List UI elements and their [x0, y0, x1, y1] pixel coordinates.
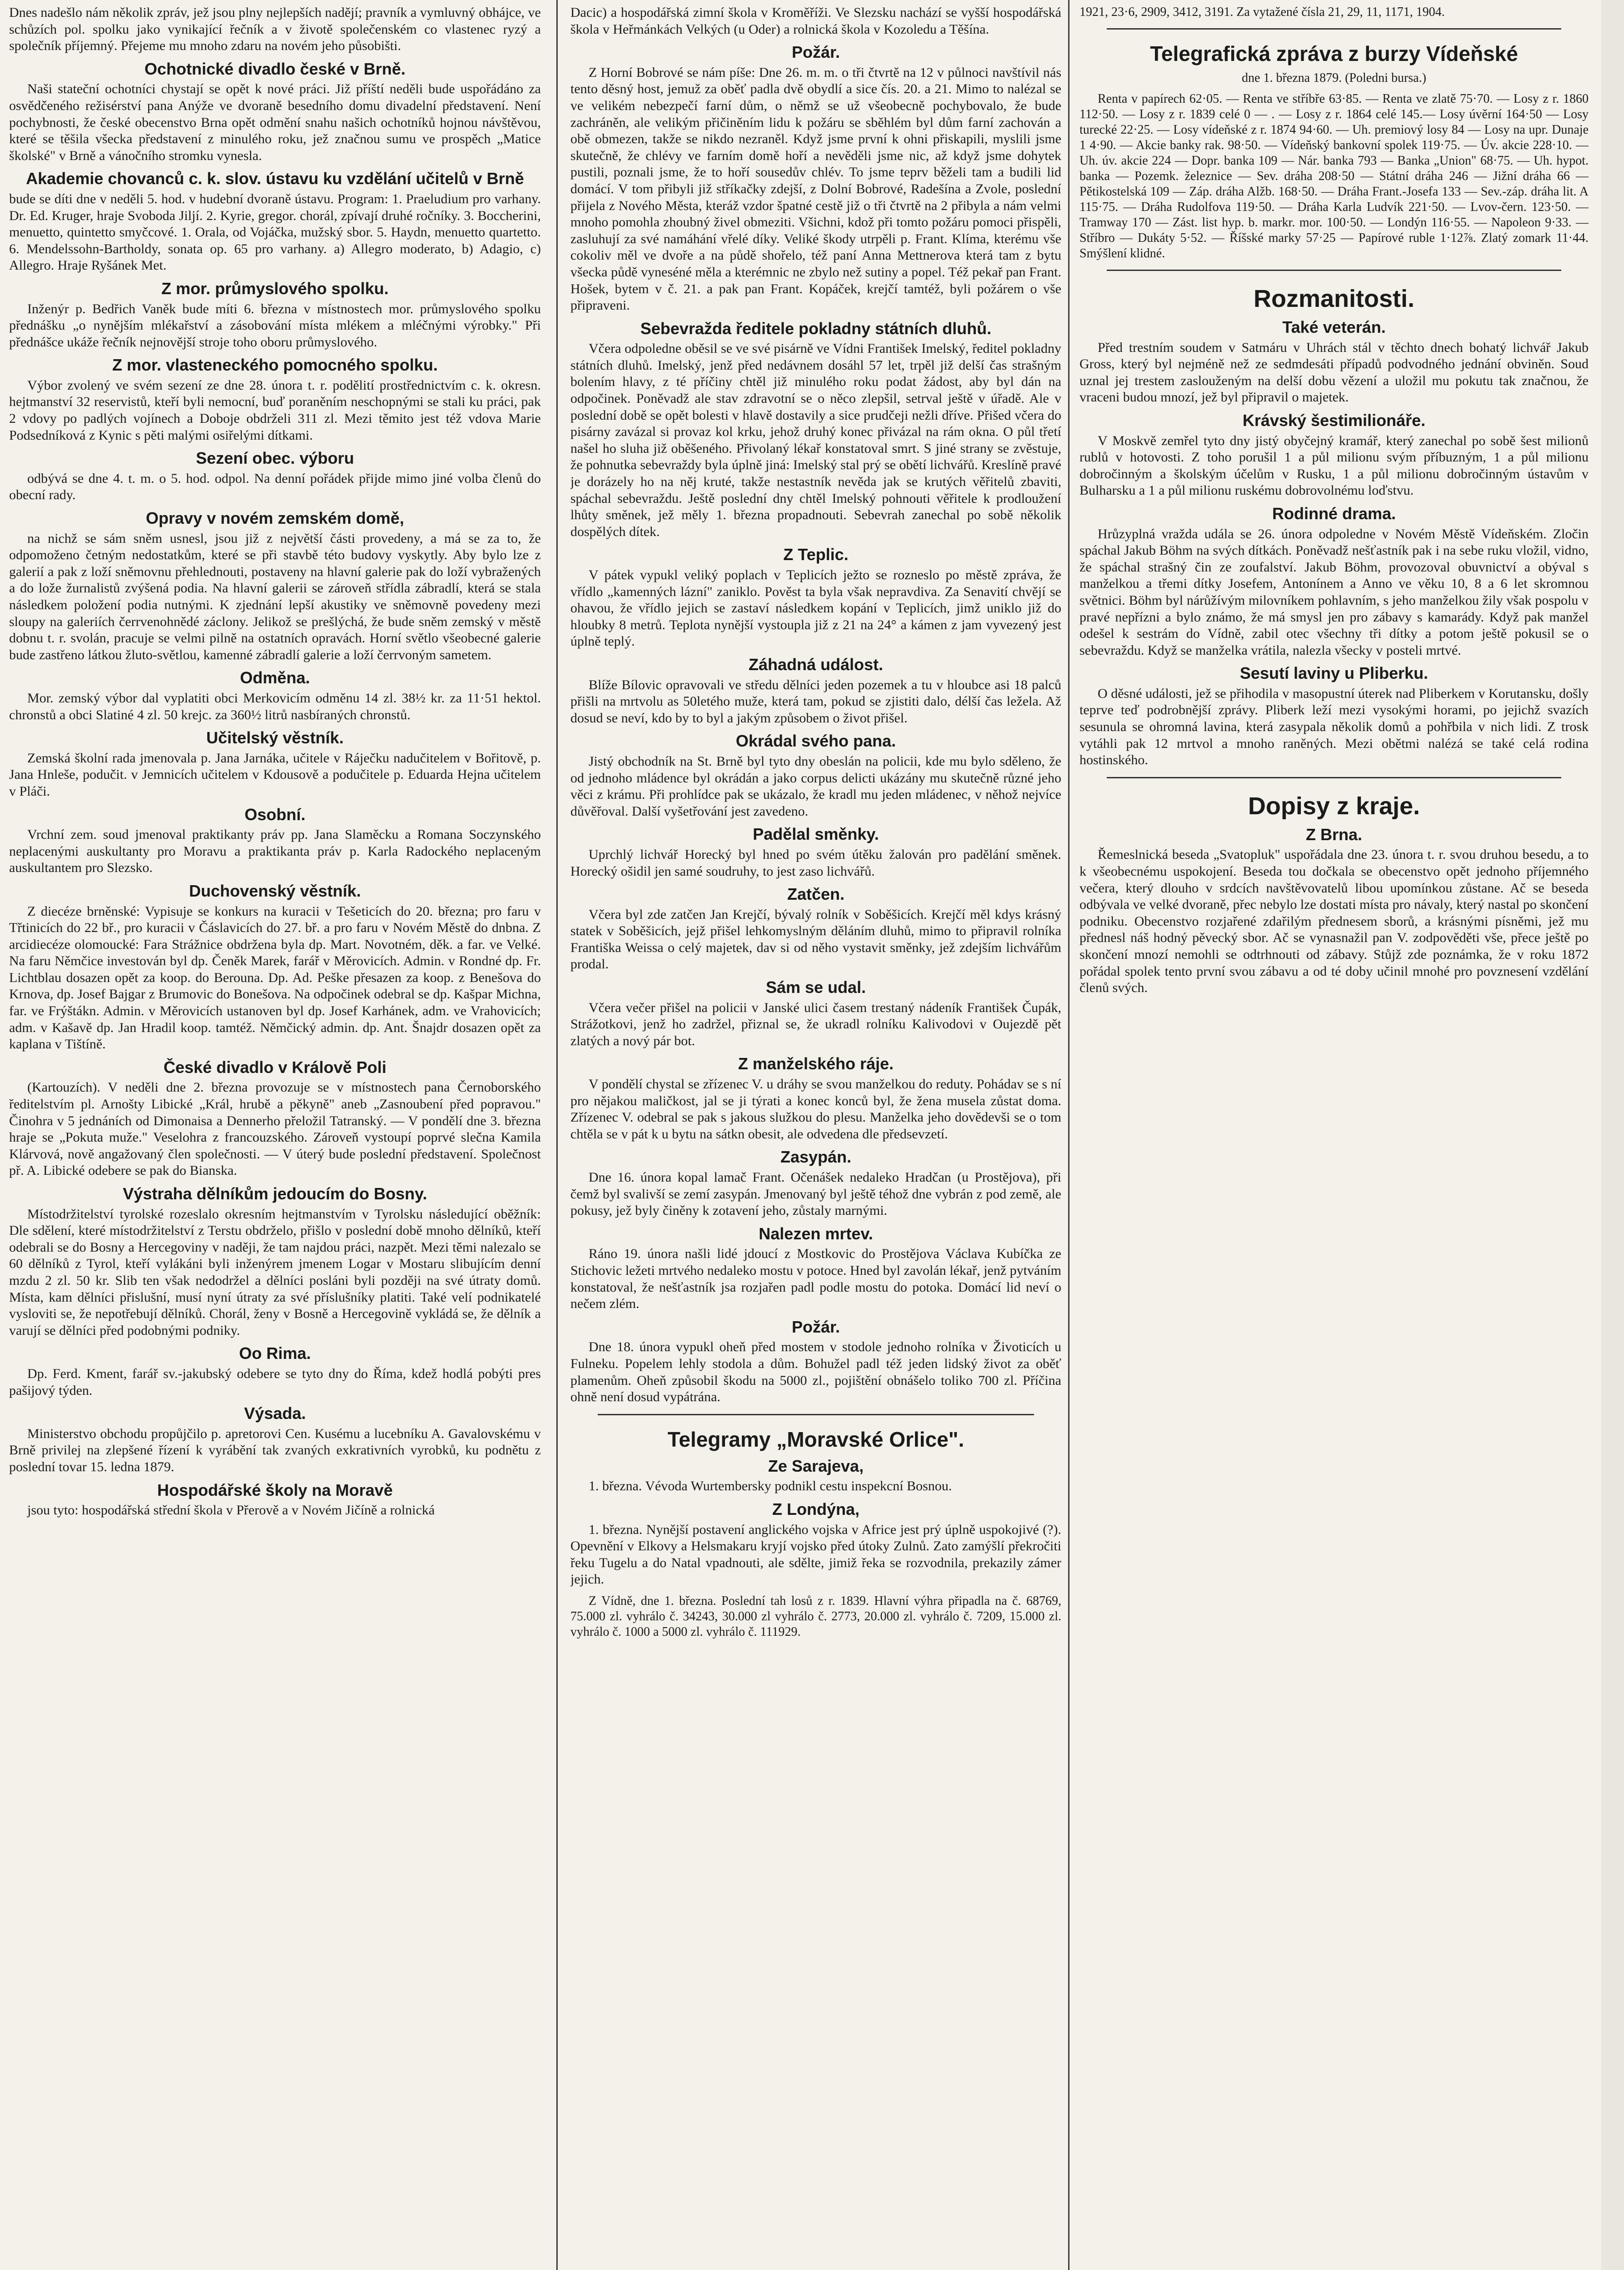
- article-text: Hrůzyplná vražda udála se 26. února odpoledne v Novém Městě Vídeňském. Zločin spáchal Jakub Böhm na svých dítkách. Poněvadž nešťastník pak i na sebe ruku vložil, vidno, že spáchal strašný čin ze zoufalství. Jakub Böhm, provozoval obuvnictví a obýval s manželkou a třemi dítky Josefem, Antonínem a Anno ve věku 10, 8 a 6 let skromnou světnici. Böhm byl nárůžívým milovníkem pohlavním, s jeho manželkou žily však pospolu v pravé nepřízni a bylo známo, že má smysl jen pro zábavy s kamarády. Když pak manžel odešel k sestrám do Vídně, zabil otec všechny tři dítky a potom ještě pokusil se o sebevraždu. Když se manželka vrátila, nalezla všecky v posteli mrtvé.: [1079, 526, 1589, 658]
- article-text: Naši stateční ochotníci chystají se opět k nové práci. Již příští neděli bude uspořádáno za osvědčeného režisérství pana Anýže ve dvoraně besedního domu divadelní představení. Není pochybnosti, že české obecenstvo Brna opět odmění snahu našich ochotníků hojnou návštěvou, které se těšila všecka představení z minulého roku, jež značnou sumu ve prospěch „Matice školské" v Brně a vánočního stromku vynesla.: [9, 81, 541, 163]
- section-divider: [598, 1414, 1034, 1415]
- article-heading: Z Teplic.: [783, 545, 849, 564]
- article-text: Vrchní zem. soud jmenoval praktikanty práv pp. Jana Slaměcku a Romana Soczynského neplacenými auskultanty pro Moravu a praktikanta práv p. Karla Radockého neplaceným auskultantem pro Slezsko.: [9, 827, 541, 876]
- article-heading: Ze Sarajeva,: [768, 1456, 864, 1475]
- article-heading: Výsada.: [244, 1404, 306, 1423]
- article-heading: Sám se udal.: [765, 978, 866, 997]
- article-heading: Odměna.: [240, 668, 310, 687]
- article-text: Z Horní Bobrové se nám píše: Dne 26. m. m. o tři čtvrtě na 12 v půlnoci navštívil nás tento děsný host, jemuž za oběť padla dvě obydlí a sice čís. 20. a 21. Mimo to nalézal se ve velikém nebezpečí farní dům, o němž se už všeobecně pochybovalo, že bude zachráněn, ale velikým přičiněním lidu k požáru se sběhlém byl dům farní zachován a obě obmezen, takže se nikdo nezraněl. Když jsme první k ohni přiskapili, myslili jsme skutečně, že chlévy ve farním domě hoří a nevěděli jsme nic, až když jsme dohytek pustili, poznali jsme, že to hoří sousedův chlév. To jsme teprv běželi tam a budili lid domácí. V tom přibyli již stříkačky zdejší, z Dolní Bobrové, Radešína a Zvole, poslední přijela z Nového Města, kteráž vzdor špatné cestě již o tři čtvrtě na 2 přibyla a nám velmi mnoho pomohla zhoubný živel obmeziti. Všichni, kdož při tomto požáru pomoci přispěli, zasluhují za své namáhání vřelé díky. Veliké škody utrpěli p. Frant. Klíma, kterému vše cokoliv měl ve dvoře a na půdě shořelo, též paní Anna Mettnerova která tam z bytu všecka půdě vyneséné měla a kterémnic ne zbylo než sutiny a popel. Též pekař pan Frant. Hošek, bytem v č. 21. a pak pan Frant. Kopáček, krejčí tamtéž, byli požárem o vše připraveni.: [570, 65, 1061, 313]
- article-text: Ráno 19. února našli lidé jdoucí z Mostkovic do Prostějova Václava Kubíčka ze Stichovic ležeti mrtvého nedaleko mostu v potoce. Hned byl zavolán lékař, jenž pytváním konstatoval, že nešťastník jsa rozjařen padl podle mostu do potoka. Domácí lid neví o nečem zlém.: [570, 1246, 1061, 1312]
- article-heading: Z Londýna,: [772, 1499, 859, 1518]
- article-heading: Zasypán.: [780, 1148, 852, 1167]
- article-heading: Okrádal svého pana.: [735, 732, 896, 751]
- section-title: Telegramy „Moravské Orlice".: [667, 1427, 964, 1451]
- article-text: Zemská školní rada jmenovala p. Jana Jarnáka, učitele v Ráječku nadučitelem v Bořitově, p. Jana Hnleše, podučit. v Jemnicích učitelem v Kdousově a podučitele p. Eduarda Hejna učitelem v Pláči.: [9, 750, 541, 799]
- column-rule: [1068, 0, 1069, 2270]
- article-text: Včera odpoledne oběsil se ve své pisárně ve Vídni František Imelský, ředitel pokladny státních dluhů. Imelský, jenž před nedávnem dosáhl 57 let, trpěl již delší čas strašným bolením hlavy, z té příčiny chtěl již minulého roku podat žádost, aby byl dán na odpočinek. Poněvadž ale stav zdravotní se o něco zlepšil, setrval ještě v úřadě. Ale v poslední době se opět bolesti v hlavě dostavily a sice prudčeji nežli dříve. Přišed včera do pisárny zavázal si provaz kol krku, jehož druhý konec přivázal na rám okna. O půl třetí našel ho sluha již oběšeného. Přivolaný lékař konstatoval smrt. S jiné strany se zvěstuje, že pohnutka sebevraždy byla úplně jiná: Imelský stal prý se obětí lichvářů. Kreslíně pravé je dorázely ho na něj kruté, takže nestastník nevěda jak se krutých věřitelů zbaviti, spáchal sebevraždu. Ještě poslední dny chtěl Imelský pohnouti věřitele k prodloužení lhůty směnek, jež měly 1. března propadnouti. Sebevrah zanechal po sobě několik dospělých dítek.: [570, 341, 1061, 539]
- article-text: Dne 18. února vypukl oheň před mostem v stodole jednoho rolníka v Životicích u Fulneku. Popelem lehly stodola a dům. Bohužel padl též jeden lidský život za oběť plamenům. Oheň způsobil škodu na 5000 zl., pojištění obnášelo toliko 700 zl. Příčina ohně není dosud vypátrána.: [570, 1339, 1061, 1405]
- stock-quotes: Renta v papírech 62·05. — Renta ve stříbře 63·85. — Renta ve zlatě 75·70. — Losy z r. 1860 112·50. — Losy z r. 1839 celé 0 — . — Losy z r. 1864 celé 145.— Losy úvěrní 164·50 — Losy turecké 22·25. — Losy vídeňské z r. 1874 94·60. — Uh. premiový losy 84 — Losy na upr. Dunaje 1 4·90. — Akcie banky rak. 98·50. — Vídeňský bankovní spolek 119·75. — Úv. akcie 228·10. — Uh. úv. akcie 224 — Dopr. banka 109 — Nár. banka 793 — Banka „Union" 68·75. — Uh. hypot. banka — Pozemk. železnice — Sev. dráha 208·50 — Státní dráha 246 — Jižní dráha 66 — Pětikostelská 109 — Záp. dráha Alžb. 168·50. — Dráha Frant.-Josefa 133 — Sev.-záp. dráha lit. A 115·75. — Dráha Rudolfova 119·50. — Dráha Karla Ludvík 221·50. — Lvov-čern. 123·50. — Tramway 170 — Zást. list hyp. b. markr. mor. 100·50. — Londýn 116·55. — Napoleon 9·33. — Stříbro — Dukáty 5·52. — Říšské marky 57·25 — Papírové ruble 1·12⅞. Zlatý zomark 11·44. Smýšlení klidné.: [1079, 92, 1589, 261]
- article-subtitle: dne 1. března 1879. (Poledni bursa.): [1242, 71, 1426, 85]
- article-heading: Požár.: [791, 1317, 840, 1336]
- section-title: Telegrafická zpráva z burzy Vídeňské: [1150, 42, 1518, 65]
- article-heading: Rodinné drama.: [1272, 504, 1396, 523]
- article-heading: Padělal směnky.: [753, 825, 879, 844]
- column-2: [570, 5, 1061, 2260]
- article-text: Z diecéze brněnské: Vypisuje se konkurs na kuracii v Tešeticích do 20. března; pro faru v Třtinicích do 22 bř., pro kuracii v Čáslavicích do 27. bř. a pro faru v Novém Městě do dnbna. Z arcidiecéze olomoucké: Fara Strážnice obdržena byla dp. Mart. Novotném, děk. a far. ve Velké. Na faru Němčice investován byl dp. Čeněk Marek, farář v Měrovicích. Admin. v Rondné dp. Fr. Lichtblau dosazen opět za koop. do Berouna. Dp. Ad. Peške přesazen za koop. z Benešova do Krnova, dp. Josef Bajgar z Brumovic do Bonešova. Na odpočinek odebral se dp. Kašpar Michna, far. ve Frýštákn. Admin. v Měrovicích ustanoven byl dp. Josef Karhánek, adm. ve Vrahovicích; adm. v Kašavě dp. Jan Hradil koop. tamtéž. Němčický admin. dp. Ant. Šnajdr dosazen opět za kaplana v Tištíně.: [9, 903, 541, 1052]
- article-text: Výbor zvolený ve svém sezení ze dne 28. února t. r. podělití prostřednictvím c. k. okresn. hejtmanství 32 reservistů, kteří byli nemocní, buď poraněním neschopnými se stali ku práci, pak 2 vdovy po padlých vojínech a Doboje obdrželi 311 zl. Mezi těmito jest též vdova Marie Podsedníková z Kynic s pěti malými osiřelými dítkami.: [9, 377, 541, 443]
- article-text: 1921, 23·6, 2909, 3412, 3191. Za vytažené čísla 21, 29, 11, 1171, 1904.: [1079, 5, 1445, 19]
- article-heading: Výstraha dělníkům jedoucím do Bosny.: [123, 1184, 427, 1203]
- article-text: jsou tyto: hospodářská střední škola v Přerově a v Novém Jičíně a rolnická: [27, 1503, 435, 1518]
- article-heading: Učitelský věstník.: [206, 728, 344, 747]
- article-heading: Sezení obec. výboru: [195, 449, 355, 468]
- article-text: Inženýr p. Bedřich Vaněk bude míti 6. března v místnostech mor. průmyslového spolku přednášku „o nynějším mlékařství a zásobování místa mlékem a mléčnými výrobky." Při přednášce ukáže řečník nejnovější stroje toho oboru průmyslového.: [9, 301, 541, 350]
- article-text: odbývá se dne 4. t. m. o 5. hod. odpol. Na denní pořádek přijde mimo jiné volba členů do obecní rady.: [9, 471, 541, 503]
- article-text: Včera byl zde zatčen Jan Krejčí, bývalý rolník v Soběšicích. Krejčí měl kdys krásný statek v Soběšicích, jejž přišel lehkomyslným děláním dluhů, mimo to připravil rolníka Františka Weissa o celý majetek, dav si od něho vystavit směnky, jež zdejším lichvářům prodal.: [570, 907, 1061, 972]
- article-text: 1. března. Vévoda Wurtembersky podnikl cestu inspekcní Bosnou.: [589, 1478, 952, 1494]
- article-heading: Také veterán.: [1282, 318, 1386, 336]
- article-heading: Sesutí laviny u Pliberku.: [1239, 664, 1429, 683]
- article-heading: Zatčen.: [787, 885, 845, 904]
- article-heading: Krávský šestimilionáře.: [1242, 411, 1426, 430]
- section-title: Dopisy z kraje.: [1248, 792, 1420, 820]
- column-3: [1079, 5, 1589, 2260]
- article-heading: Akademie chovanců c. k. slov. ústavu ku vzdělání učitelů v Brně: [26, 169, 524, 188]
- article-text: Dnes nadešlo nám několik zpráv, jež jsou plny nejlepších nadějí; pravník a vymluvný obhájce, ve schůzích pol. spolku jako vynikající řečník a v životě společenském co vlastenec ryzý a společník příjemný. Přejeme mu mnoho zdaru na novém jeho působišti.: [9, 5, 541, 54]
- article-heading: Ochotnické divadlo české v Brně.: [144, 59, 406, 78]
- article-text: na nichž se sám sněm usnesl, jsou již z největší části provedeny, a má se za to, že odpomoženo četným nedostatkům, které se při stavbě této budovy vyskytly. Aby bylo lze z galerií a pak z loží sněmovnu přehlednouti, postaveny na hlavní galerie pak do loží vybražených a do lože žurnalistů zvýšená podia. Na hlavní galerii se zároveň střídla zábradlí, která se stala následkem položení podia nutnými. K zjednání lepší akustiky ve sněmovně povedeny mezi sloupy na galeriích čerrvenohnědé záclony. Jelikož se prešlýchá, že bude sněm zemský v městě dobnu t. r. svolán, pracuje se velmi pilně na ostatních opravách. Horní světlo všeobecné galerie bude zastřeno látkou žluto-světlou, kamenné zábradlí galerie a loží čerrvoným sametem.: [9, 531, 541, 662]
- article-text: Místodržitelství tyrolské rozeslalo okresním hejtmanstvím v Tyrolsku následující oběžník: Dle sdělení, které místodržitelství z Terstu obdrželo, přišlo v poslední době mnoho dělníků, kteří odebrali se do Bosny a Hercegoviny v naději, že tam najdou práci, nazpět. Mezi těmi nalezalo se 60 dělníků z Tyrol, kteří vylákáni byli inženýrem jmenem Logar v Mostaru slibujícím denní mzdu 2 zl. 50 kr. Slib ten však nedodržel a dělníci posláni byli později na své útraty domů. Místa, kam dělníci přislušní, musí nyní útraty za své příslušníky platiti. Také velí podnikatelé vysloviti se, že nepotřebují dělníků. Chorál, ženy v Bosně a Hercegovině vykládá se, že dělník a varují se dělníci před podobnými podniky.: [9, 1206, 541, 1338]
- article-text: Dacic) a hospodářská zimní škola v Kroměříži. Ve Slezsku nachází se vyšší hospodářská škola v Heřmánkách Velkých (u Oder) a rolnická škola v Kozoledu a Těšína.: [570, 5, 1061, 37]
- article-text: V Moskvě zemřel tyto dny jistý obyčejný kramář, který zanechal po sobě šest milionů rublů v hotovosti. Z toho porušil 1 a půl milionu svým příbuzným, 1 a půl milionu dobročinným a školským účelům v Rusku, 1 a půl milionu dobročinným ústavům v Bulharsku a 1 a půl milionu ruskému dobrovolnému loďstvu.: [1079, 433, 1589, 498]
- article-text: V pátek vypukl veliký poplach v Teplicích ježto se rozneslo po městě zpráva, že vřídlo „kamenných lázní" zaniklo. Pověst ta byla však nepravdiva. Za Senavití chvějí se ohavou, že vřídlo jejich se zastaví následkem kopání v Teplicích, jimž uniklo již do hloubky 8 metrů. Teplota nynější vystoupla již z 21 na 24° a kámen z jam vyvezený jest úplně teplý.: [570, 567, 1061, 649]
- article-text: Uprchlý lichvář Horecký byl hned po svém útěku žalován pro padělání směnek. Horecký ošidil jen samé soudruhy, to jest zaso lichvářů.: [570, 847, 1061, 879]
- article-heading: České divadlo v Králově Poli: [163, 1057, 387, 1077]
- article-heading: Opravy v novém zemském domě,: [145, 509, 405, 528]
- article-text: Jistý obchodník na St. Brně byl tyto dny obeslán na policii, kde mu bylo sděleno, že od jednoho mládence byl okrádán a jako corpus delicti ukázány mu skutečně různé jeho věci z krámu. Při prohlídce pak se ukázalo, že kradl mu jeden mládenec, v něhož nejvíce důvěřoval. Další vyšetřování jest zavedeno.: [570, 753, 1061, 819]
- article-text: Včera večer přišel na policii v Janské ulici časem trestaný nádeník František Čupák, Strážotkovi, jenž ho zadržel, přiznal se, že ukradl rolníku Kalivodovi v Oujezdě pět zlatých a nový pár bot.: [570, 1000, 1061, 1048]
- article-heading: Hospodářské školy na Moravě: [157, 1480, 393, 1499]
- article-text: Před trestním soudem v Satmáru v Uhrách stál v těchto dnech bohatý lichvář Jakub Gross, který byl nejméně než ze sedmdesáti případů podvodného jednání obviněn. Soud uznal jej trestem zaslouženým na delší dobu vězení a uložil mu pokutu tak značnou, že vraceni budou mnozí, jež byl připravil o majetek.: [1079, 340, 1589, 405]
- article-heading: Z manželského ráje.: [738, 1054, 894, 1073]
- article-heading: Osobní.: [245, 805, 305, 824]
- article-text: Řemeslnická beseda „Svatopluk" uspořádala dne 23. února t. r. svou druhou besedu, a to k všeobecnému uspokojení. Beseda tou dočkala se obecenstvo opět jednoho příjemného večera, který dlouho v srdcích navštěvovatelů libou upomínkou zůstane. Ač se beseda odbývala ve velké dvoraně, přec nebylo lze dostati místa pro návaly, který nastal po skončení podniku. Obecenstvo rozjařené zdařilým přednesem sborů, a krásnými písněmi, jež mu přednesl náš hodný pěvecký sbor. Ač se vynasnažil pan V. zodpověděti vše, přece ještě po skončení mnozí nemohli se odtrhnouti od zábavy. Stůjž zde poznámka, že v roku 1872 pořádal spolek tento první svou zábavu a od té doby učinil mnohé pro povznesení vzdělání členů svých.: [1079, 847, 1589, 996]
- article-heading: Duchovenský věstník.: [189, 881, 361, 900]
- article-heading: Z mor. vlasteneckého pomocného spolku.: [112, 356, 438, 375]
- article-text: O děsné události, jež se přihodila v masopustní úterek nad Pliberkem v Korutansku, došly teprve teď podrobnější zprávy. Pliberk leží mezi vysokými horami, po jejichž svazích sesunula se ohromná lavina, která zasypala několik domů a pohřbila v nich lidi. Z trosk vytáhli pak 12 mrtvol a mnoho raněných. Mezi obětmi nalézá se také celá rodina hostinského.: [1079, 686, 1589, 768]
- article-text: Z Vídně, dne 1. března. Poslední tah losů z r. 1839. Hlavní výhra připadla na č. 68769, 75.000 zl. vyhrálo č. 34243, 30.000 zl vyhrálo č. 2773, 20.000 zl. vyhrálo č. 7209, 15.000 zl. vyhrálo č. 1000 a 5000 zl. vyhrálo č. 111929.: [570, 1594, 1061, 1639]
- article-text: Ministerstvo obchodu propůjčilo p. apretorovi Cen. Kusému a lucebníku A. Gavalovskému v Brně privilej na zlepšené řízení k vyrábění tak zvaných exkrativních vyrobků, ku podnětu z poslední tovar 15. ledna 1879.: [9, 1426, 541, 1474]
- section-divider: [1107, 270, 1561, 271]
- article-text: V pondělí chystal se zřízenec V. u dráhy se svou manželkou do reduty. Pohádav se s ní pro nějakou maličkost, jal se ji týrati a konec konců byl, že žena musela zůstat doma. Zřízenec V. odebral se pak s jakous služkou do plesu. Manželka jeho dovědevši se o tom chtěla se v pát k u bytu na sátkn obesit, ale odvedena dle předsevzetí.: [570, 1077, 1061, 1142]
- article-heading: Záhadná událost.: [748, 655, 884, 674]
- article-text: Dne 16. února kopal lamač Frant. Očenášek nedaleko Hradčan (u Prostějova), při čemž byl svalivší se zemí zasypán. Jmenovaný byl ještě téhož dne vybrán z pod země, ale pokusy, jež byly činěny k zotavení jeho, zůstaly marnými.: [570, 1170, 1061, 1218]
- article-text: (Kartouzích). V neděli dne 2. března provozuje se v místnostech pana Černoborského ředitelstvím pl. Arnošty Libické „Král, hrubě a pěkyně" aneb „Zasnoubení před popravou." Činohra v 5 jednáních od Dimonaisa a Dennerho přeložil Tatranský. — V pondělí dne 3. března hraje se „Pokuta muže." Veselohra z francouzského. Zároveň vystoupí poprvé slečna Kamila Klárvová, nově angažovaný člen společnosti. — V úterý bude poslední představení. Společnost př. A. Libické odebere se pak do Bianska.: [9, 1080, 541, 1178]
- column-1: [9, 5, 541, 2260]
- article-text: 1. března. Nynější postavení anglického vojska v Africe jest prý úplně uspokojivé (?). Opevnění v Elkovy a Helsmakaru kryjí vojsko před útoky Zulnů. Zato zamýšlí překročiti řeku Tugelu a do Natal vpadnouti, ale sdělte, jimiž řeka se rozvodnila, prekazily zámer jejich.: [570, 1522, 1061, 1587]
- article-text: Mor. zemský výbor dal vyplatiti obci Merkovicím odměnu 14 zl. 38½ kr. za 11·51 hektol. chronstů a obci Slatiné 4 zl. 50 krejc. za 360½ litrů nasbíraných chronstů.: [9, 690, 541, 722]
- article-heading: Oo Rima.: [239, 1344, 311, 1363]
- section-divider: [1107, 777, 1561, 778]
- article-heading: Sebevražda ředitele pokladny státních dluhů.: [640, 319, 992, 338]
- article-text: bude se díti dne v neděli 5. hod. v hudební dvoraně ústavu. Program: 1. Praeludium pro varhany. Dr. Ed. Kruger, hraje Svoboda Jiljí. 2. Kyrie, gregor. chorál, zpívají druhé ročníky. 3. Boccherini, menuetto, quintetto smyčcové. 1. Orala, od Vojáčka, mužský sbor. 5. Haydn, menuetto quartetto. 6. Mendelssohn-Bartholdy, sonata op. 65 pro varhany. a) Allegro moderato, b) Adagio, c) Allegro. Hraje Ryšánek Met.: [9, 191, 541, 273]
- column-rule: [556, 0, 558, 2270]
- article-heading: Požár.: [791, 43, 840, 62]
- article-text: Dp. Ferd. Kment, farář sv.-jakubský odebere se tyto dny do Říma, kdež hodlá pobýti pres pašijový týden.: [9, 1366, 541, 1398]
- section-divider: [1107, 28, 1561, 30]
- page-edge: [1601, 0, 1624, 2270]
- article-heading: Nalezen mrtev.: [759, 1224, 873, 1243]
- section-title: Rozmanitosti.: [1253, 285, 1414, 312]
- article-text: Blíže Bílovic opravovali ve středu dělníci jeden pozemek a tu v hloubce asi 18 palců přišli na mrtvolu as 50letého muže, která tam, pokud se zjistiti dalo, délší čas ležela. Až dosud se neví, kdo by to byl a jakým způsobem o život přišel.: [570, 677, 1061, 726]
- article-heading: Z Brna.: [1305, 825, 1362, 844]
- article-heading: Z mor. průmyslového spolku.: [161, 279, 389, 298]
